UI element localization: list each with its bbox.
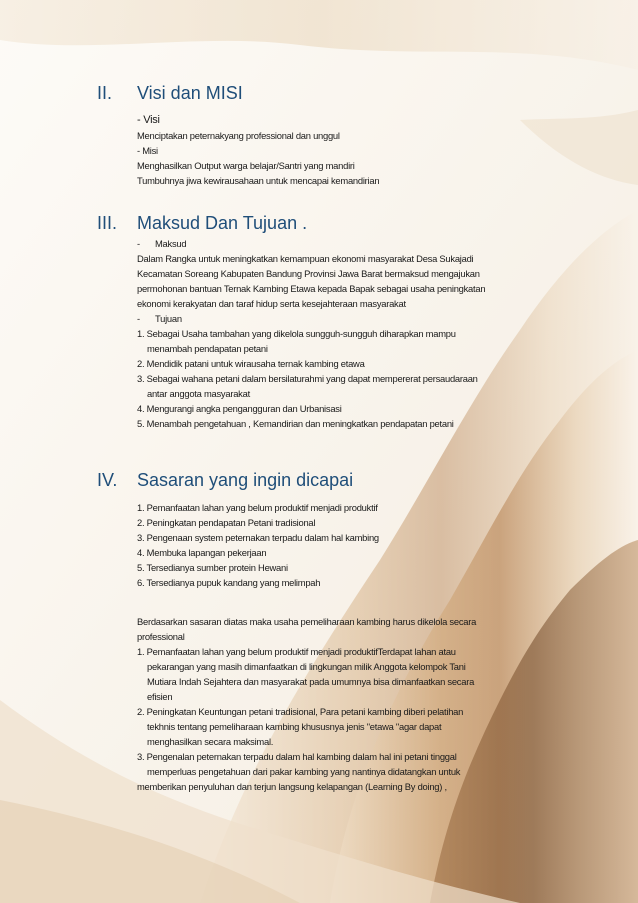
tujuan-item-cont: menambah pendapatan petani (147, 343, 268, 354)
section-title: Sasaran yang ingin dicapai (137, 470, 354, 490)
paragraph-line: professional (137, 631, 185, 642)
misi-line: Tumbuhnya jiwa kewirausahaan untuk mencapai kemandirian (137, 175, 380, 186)
dash: - (137, 313, 140, 324)
visi-text: Menciptakan peternakyang professional dan unggul (137, 130, 340, 141)
misi-label: - Misi (137, 145, 158, 156)
paragraph-line: 3. Pengenalan peternakan terpadu dalam hal kambing dalam hal ini petani tinggal (137, 751, 457, 762)
sasaran-item: 4. Membuka lapangan pekerjaan (137, 547, 267, 558)
paragraph-line: 1. Pemanfaatan lahan yang belum produktif menjadi produktifTerdapat lahan atau (137, 646, 456, 657)
maksud-line: Kecamatan Soreang Kabupaten Bandung Provinsi Jawa Barat bermaksud mengajukan (137, 268, 480, 279)
paragraph-line: efisien (147, 691, 173, 702)
tujuan-item: 2. Mendidik patani untuk wirausaha ternak kambing etawa (137, 358, 365, 369)
tujuan-item: 4. Mengurangi angka pengangguran dan Urbanisasi (137, 403, 342, 414)
tujuan-label: Tujuan (155, 313, 182, 324)
tujuan-item: 5. Menambah pengetahuan , Kemandirian dan meningkatkan pendapatan petani (137, 418, 454, 429)
tujuan-item: 1. Sebagai Usaha tambahan yang dikelola sungguh-sungguh diharapkan mampu (137, 328, 456, 339)
section-heading-maksud-tujuan (97, 213, 307, 234)
paragraph-line: tekhnis tentang pemeliharaan kambing khususnya jenis "etawa "agar dapat (147, 721, 442, 732)
maksud-line: Dalam Rangka untuk meningkatkan kemampuan ekonomi masyarakat Desa Sukajadi (137, 253, 474, 264)
maksud-line: ekonomi kerakyatan dan taraf hidup serta kesejahteraan masyarakat (137, 298, 406, 309)
maksud-tujuan-body (137, 236, 577, 431)
maksud-label: Maksud (155, 238, 187, 249)
section-number: IV. (97, 470, 118, 490)
tujuan-item-cont: antar anggota masyarakat (147, 388, 250, 399)
sasaran-list (137, 500, 577, 590)
sasaran-paragraph (137, 614, 577, 794)
paragraph-line: Berdasarkan sasaran diatas maka usaha pemeliharaan kambing harus dikelola secara (137, 616, 477, 627)
paragraph-line: Mutiara Indah Sejahtera dan masyarakat pada umumnya bisa dimanfaatkan secara (147, 676, 475, 687)
sasaran-item: 2. Peningkatan pendapatan Petani tradisional (137, 517, 316, 528)
visi-misi-body (137, 113, 577, 188)
paragraph-line: memberikan penyuluhan dan terjun langsung kelapangan (Learning By doing) , (137, 781, 447, 792)
section-title: Visi dan MISI (137, 83, 243, 103)
sasaran-item: 3. Pengenaan system peternakan terpadu dalam hal kambing (137, 532, 379, 543)
section-heading-visi-misi (97, 83, 243, 104)
dash: - (137, 238, 140, 249)
tujuan-label-row (137, 311, 577, 326)
paragraph-line: 2. Peningkatan Keuntungan petani tradisional, Para petani kambing diberi pelatihan (137, 706, 464, 717)
maksud-line: permohonan bantuan Ternak Kambing Etawa kepada Bapak sebagai usaha peningkatan (137, 283, 486, 294)
paragraph-line: menghasilkan secara maksimal. (147, 736, 274, 747)
paragraph-line: pekarangan yang masih dimanfaatkan di lingkungan milik Anggota kelompok Tani (147, 661, 466, 672)
sasaran-item: 5. Tersedianya sumber protein Hewani (137, 562, 288, 573)
paragraph-line: memperluas pengetahuan dari pakar kambing yang nantinya didatangkan untuk (147, 766, 461, 777)
misi-line: Menghasilkan Output warga belajar/Santri yang mandiri (137, 160, 355, 171)
section-number: III. (97, 213, 118, 233)
visi-label: - Visi (137, 114, 160, 126)
sasaran-item: 1. Pemanfaatan lahan yang belum produktif menjadi produktif (137, 502, 378, 513)
section-number: II. (97, 83, 113, 103)
sasaran-item: 6. Tersedianya pupuk kandang yang melimpah (137, 577, 321, 588)
tujuan-item: 3. Sebagai wahana petani dalam bersilaturahmi yang dapat mempererat persaudaraan (137, 373, 478, 384)
section-title: Maksud Dan Tujuan . (137, 213, 308, 233)
section-heading-sasaran (97, 470, 353, 491)
maksud-label-row (137, 236, 577, 251)
